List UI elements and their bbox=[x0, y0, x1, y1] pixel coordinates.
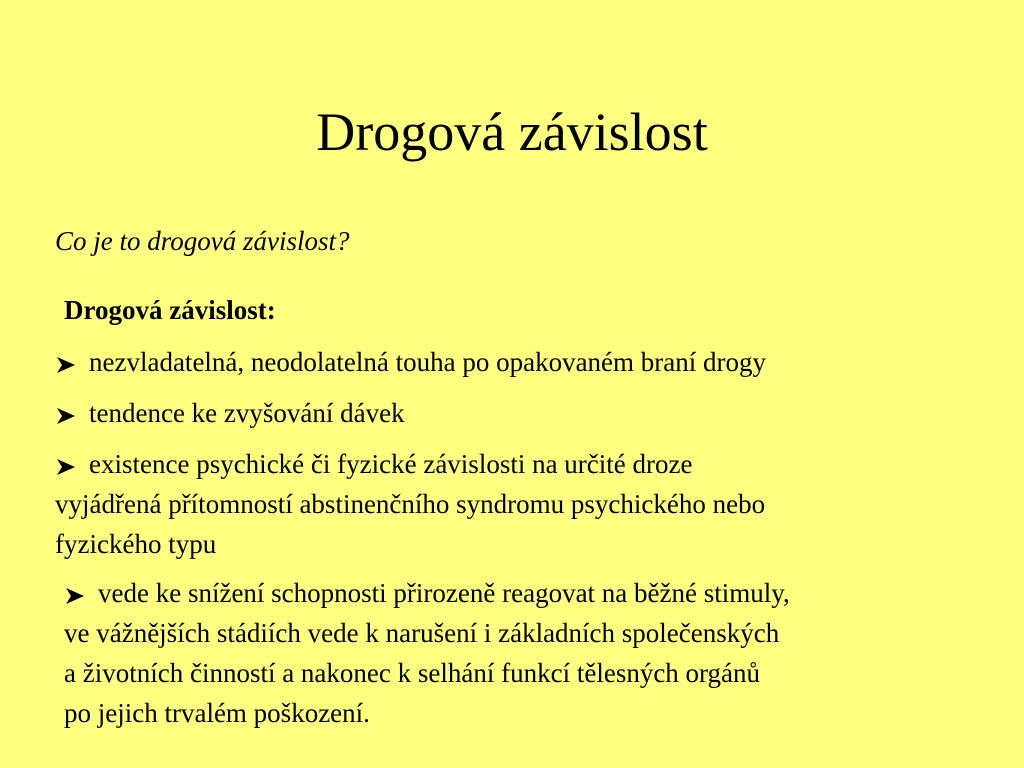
bullet-line bbox=[55, 342, 766, 382]
arrowhead-bullet-icon bbox=[64, 582, 88, 602]
bullet-item-2 bbox=[55, 393, 405, 433]
bullet-item-1 bbox=[55, 342, 766, 382]
slide-title: Drogová závislost bbox=[316, 102, 708, 162]
bullet-line: a životních činností a nakonec k selhání funkcí tělesných orgánů bbox=[64, 658, 761, 688]
bullet-text: vede ke snížení schopnosti přirozeně reagovat na běžné stimuly, bbox=[98, 578, 790, 608]
arrowhead-bullet-icon bbox=[55, 402, 79, 422]
bullet-line bbox=[55, 444, 765, 484]
slide-subtitle: Co je to drogová závislost? bbox=[55, 226, 350, 256]
bullet-text: nezvladatelná, neodolatelná touha po opakovaném braní drogy bbox=[89, 347, 767, 377]
arrowhead-bullet-icon bbox=[55, 453, 79, 473]
bullet-line: ve vážnějších stádiích vede k narušení i základních společenských bbox=[64, 618, 780, 648]
arrowhead-bullet-icon bbox=[55, 351, 79, 371]
bullet-item-3 bbox=[55, 444, 765, 564]
definition-heading: Drogová závislost: bbox=[64, 295, 276, 325]
bullet-line bbox=[64, 573, 790, 613]
bullet-text: existence psychické či fyzické závislosti na určité droze bbox=[89, 449, 693, 479]
bullet-line bbox=[55, 393, 405, 433]
bullet-line: fyzického typu bbox=[55, 529, 217, 559]
bullet-text: tendence ke zvyšování dávek bbox=[89, 398, 405, 428]
bullet-item-4 bbox=[64, 573, 790, 733]
bullet-line: vyjádřená přítomností abstinenčního syndromu psychického nebo bbox=[55, 489, 766, 519]
bullet-line: po jejich trvalém poškození. bbox=[64, 698, 370, 728]
